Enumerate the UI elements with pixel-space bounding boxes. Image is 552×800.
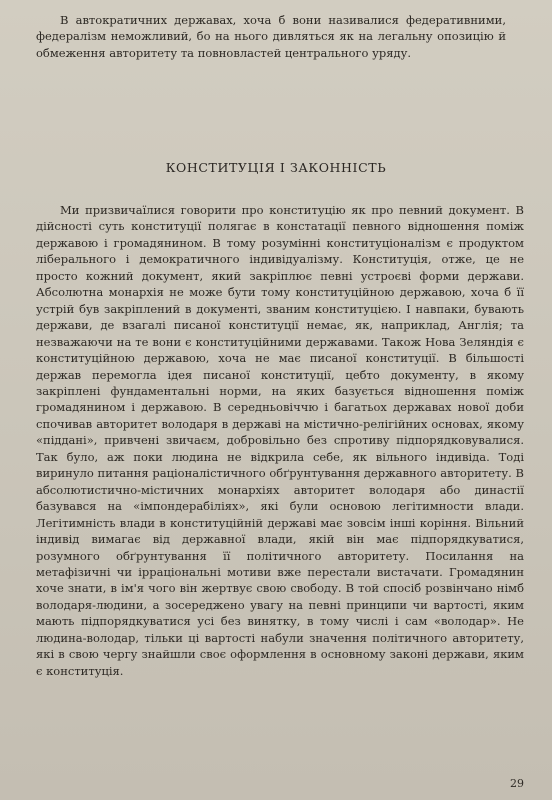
page-number: 29 bbox=[510, 777, 524, 790]
section-title: КОНСТИТУЦІЯ І ЗАКОННІСТЬ bbox=[165, 160, 387, 175]
main-paragraph: Ми призвичаїлися говорити про конституцію як про певний документ. В дійсності суть конституції полягає в констатації певного відношення поміж державою і громадянином. В тому розумінні конституціоналізм є продуктом ліберального і демократичного індивідуалізму. Конституція, отже, це не просто кожний документ, який закріплює певні устроєві форми держави. Абсолютна монархія не може бути тому конституційною державою, хоча б її устрій був закріплений в документі, званим конституцією. І навпаки, бувають держави, де взагалі писаної конституції немає, як, наприклад, Англія; та незважаючи на те вони є конституційними державами. Також Нова Зеляндія є конституційною державою, хоча не має писаної конституції. В більшості держав перемогла ідея писаної конституції, цебто документу, в якому закріплені фундаментальні норми, на яких базується відношення поміж громадянином і державою. В середньовіччю і багатьох державах нової доби спочивав авторитет володаря в державі на містично-релігійних основах, якому «піддані», привчені звичаєм, добровільно без спротиву підпорядковувалися. Так було, аж поки людина не відкрила себе, як вільного індивіда. Тоді виринуло питання раціоналістичного обґрунтування державного авторитету. В абсолютистично-містичних монархіях авторитет володаря або династії базувався на «імпондерабіліях», які були основою легітимности влади. Легітимність влади в конституційній державі має зовсім інші коріння. Вільний індивід вимагає від державної влади, якій він має підпорядкуватися, розумного обґрунтування її політичного авторитету. Посилання на метафізичні чи ірраціональні мотиви вже перестали вистачати. Громадянин хоче знати, в ім'я чого він жертвує свою свободу. В той спосіб розвінчано німб володаря-людини, а зосереджено увагу на певні принципи чи вартості, яким мають підпорядкуватися усі без винятку, в тому числі і сам «володар». Не людина-володар, тільки ці вартості набули значення політичного авторитету, які в свою чергу знайшли своє оформлення в основному законі держави, яким є конституція. bbox=[36, 203, 524, 678]
intro-paragraph: В автократичних державах, хоча б вони називалися федеративними, федералізм неможливий, бо на нього дивляться як на легальну опозицію й обмеження авторитету та повновластей центрального уряду. bbox=[36, 13, 506, 60]
